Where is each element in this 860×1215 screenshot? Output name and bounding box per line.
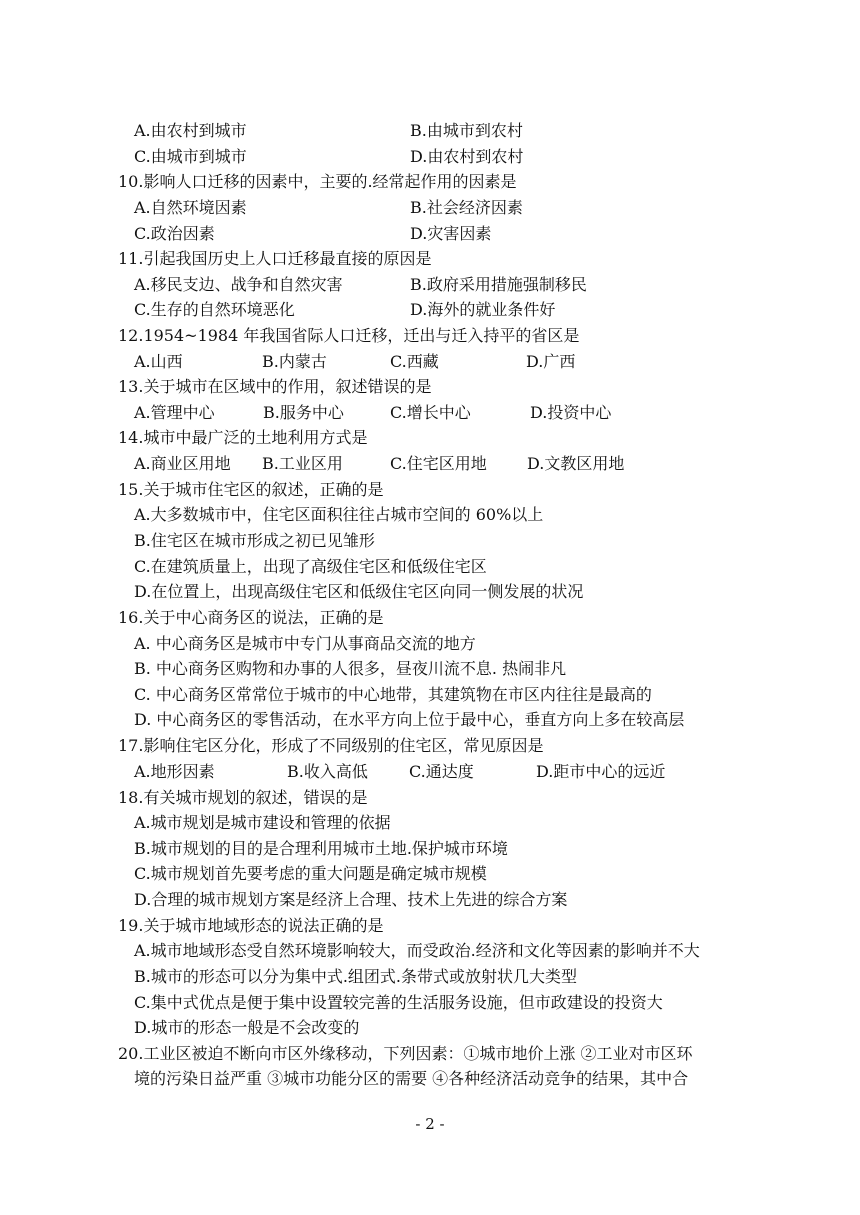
option-d: D.合理的城市规划方案是经济上合理、技术上先进的综合方案: [134, 890, 568, 909]
option-a: A.商业区用地: [134, 454, 231, 473]
question-13-options: [0, 400, 860, 426]
question-18: [0, 785, 860, 811]
option-c: C.政治因素: [134, 224, 215, 243]
option-a: A.城市地域形态受自然环境影响较大，而受政治.经济和文化等因素的影响并不大: [134, 941, 700, 960]
question-10-options-row-1: [0, 195, 860, 221]
option-d: D. 中心商务区的零售活动，在水平方向上位于最中心，垂直方向上多在较高层: [134, 710, 685, 729]
question-text: 13.关于城市在区域中的作用，叙述错误的是: [118, 377, 432, 396]
option-d: D.文教区用地: [527, 454, 625, 473]
question-19: [0, 913, 860, 939]
question-text: 17.影响住宅区分化，形成了不同级别的住宅区，常见原因是: [118, 736, 544, 755]
question-text: 15.关于城市住宅区的叙述，正确的是: [118, 480, 384, 499]
option-c: C. 中心商务区常常位于城市的中心地带，其建筑物在市区内往往是最高的: [134, 685, 652, 704]
question-16-option-c: [0, 682, 860, 708]
option-a: A.移民支边、战争和自然灾害: [134, 275, 343, 294]
option-b: B.城市的形态可以分为集中式.组团式.条带式或放射状几大类型: [134, 967, 578, 986]
question-text: 12.1954~1984 年我国省际人口迁移，迁出与迁入持平的省区是: [118, 326, 580, 345]
question-16: [0, 605, 860, 631]
question-text: 18.有关城市规划的叙述，错误的是: [118, 788, 368, 807]
option-c: C.由城市到城市: [134, 147, 247, 166]
question-11-options-row-2: [0, 297, 860, 323]
option-c: C.生存的自然环境恶化: [134, 300, 295, 319]
question-15-option-a: [0, 502, 860, 528]
question-18-option-b: [0, 836, 860, 862]
question-15: [0, 477, 860, 503]
question-13: [0, 374, 860, 400]
question-19-option-b: [0, 964, 860, 990]
question-18-option-a: [0, 810, 860, 836]
question-text: 20.工业区被迫不断向市区外缘移动，下列因素：①城市地价上涨 ②工业对市区环: [118, 1044, 693, 1063]
option-d: D.由农村到农村: [410, 147, 524, 166]
option-b: B.由城市到农村: [410, 121, 523, 140]
question-text: 11.引起我国历史上人口迁移最直接的原因是: [118, 249, 432, 268]
question-18-option-d: [0, 887, 860, 913]
question-16-option-a: [0, 631, 860, 657]
question-10: [0, 169, 860, 195]
option-c: C.集中式优点是便于集中设置较完善的生活服务设施，但市政建设的投资大: [134, 993, 663, 1012]
question-12-options: [0, 349, 860, 375]
question-text: 10.影响人口迁移的因素中，主要的.经常起作用的因素是: [118, 172, 517, 191]
option-b: B.政府采用措施强制移民: [410, 275, 587, 294]
option-a: A.由农村到城市: [134, 121, 247, 140]
option-c: C.增长中心: [390, 403, 471, 422]
question-17: [0, 733, 860, 759]
question-19-option-d: [0, 1015, 860, 1041]
question-11-options-row-1: [0, 272, 860, 298]
option-b: B.收入高低: [287, 762, 368, 781]
option-a: A.自然环境因素: [134, 198, 247, 217]
question-20-line-2: [0, 1066, 860, 1092]
option-c: C.通达度: [409, 762, 474, 781]
question-18-option-c: [0, 861, 860, 887]
option-d: D.海外的就业条件好: [410, 300, 556, 319]
question-19-option-c: [0, 990, 860, 1016]
question-19-option-a: [0, 938, 860, 964]
option-b: B.工业区用: [262, 454, 343, 473]
option-b: B.住宅区在城市形成之初已见雏形: [134, 531, 375, 550]
option-d: D.灾害因素: [410, 224, 492, 243]
option-b: B. 中心商务区购物和办事的人很多，昼夜川流不息. 热闹非凡: [134, 659, 567, 678]
option-b: B.城市规划的目的是合理利用城市土地.保护城市环境: [134, 839, 508, 858]
question-15-option-d: [0, 579, 860, 605]
question-15-option-b: [0, 528, 860, 554]
option-d: D.在位置上，出现高级住宅区和低级住宅区向同一侧发展的状况: [134, 582, 584, 601]
option-d: D.距市中心的远近: [536, 762, 666, 781]
option-d: D.投资中心: [530, 403, 612, 422]
option-d: D.城市的形态一般是不会改变的: [134, 1018, 360, 1037]
option-c: C.西藏: [390, 352, 439, 371]
question-15-option-c: [0, 554, 860, 580]
question-20-line-1: [0, 1041, 860, 1067]
option-b: B.社会经济因素: [410, 198, 523, 217]
option-c: C.城市规划首先要考虑的重大问题是确定城市规模: [134, 864, 487, 883]
option-c: C.住宅区用地: [390, 454, 487, 473]
option-a: A.山西: [134, 352, 183, 371]
question-16-option-b: [0, 656, 860, 682]
option-a: A.城市规划是城市建设和管理的依据: [134, 813, 391, 832]
question-12: [0, 323, 860, 349]
option-a: A. 中心商务区是城市中专门从事商品交流的地方: [134, 634, 476, 653]
question-14: [0, 425, 860, 451]
question-text: 19.关于城市地域形态的说法正确的是: [118, 916, 384, 935]
page-number: - 2 -: [415, 1115, 445, 1133]
option-c: C.在建筑质量上，出现了高级住宅区和低级住宅区: [134, 557, 487, 576]
option-a: A.大多数城市中，住宅区面积往往占城市空间的 60%以上: [134, 505, 544, 524]
question-14-options: [0, 451, 860, 477]
question-17-options: [0, 759, 860, 785]
question-9-options-row-2: [0, 144, 860, 170]
question-10-options-row-2: [0, 221, 860, 247]
option-a: A.管理中心: [134, 403, 215, 422]
question-text: 14.城市中最广泛的土地利用方式是: [118, 428, 368, 447]
question-11: [0, 246, 860, 272]
option-d: D.广西: [526, 352, 576, 371]
question-16-option-d: [0, 707, 860, 733]
question-text-continued: 境的污染日益严重 ③城市功能分区的需要 ④各种经济活动竞争的结果，其中合: [134, 1069, 689, 1088]
option-b: B.内蒙古: [262, 352, 327, 371]
option-a: A.地形因素: [134, 762, 215, 781]
option-b: B.服务中心: [263, 403, 344, 422]
question-9-options-row-1: [0, 118, 860, 144]
question-text: 16.关于中心商务区的说法，正确的是: [118, 608, 384, 627]
